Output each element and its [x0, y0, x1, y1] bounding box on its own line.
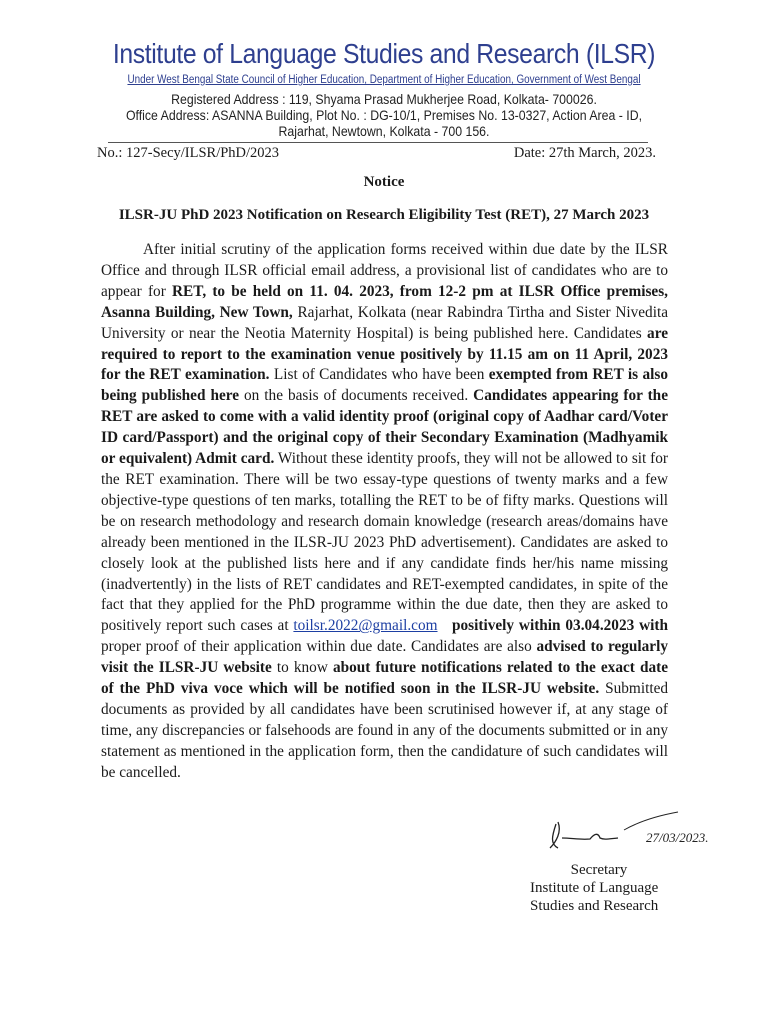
signature-stroke — [550, 822, 618, 848]
body-text: Without these identity proofs, they will not be allowed to sit for the RET examination. There will be two essay-type questions of twenty marks and a few objective-type questions of ten marks, totalling the RET to be of fifty marks. Questions will be on research methodology and research domain knowledge (research areas/domains have already been mentioned in the ILSR-JU 2023 PhD advertisement). Candidates are asked to closely look at the published lists here and if any candidate finds her/his name missing (inadvertently) in the lists of RET candidates and RET-exempted candidates, in spite of the fact that they applied for the PhD programme within the due date, then they are asked to positively report such cases at — [101, 450, 668, 635]
office-address-line1: Office Address: ASANNA Building, Plot No. : DG-10/1, Premises No. 13-0327, Action Area - ID, — [125, 107, 643, 123]
registered-address: Registered Address : 119, Shyama Prasad Mukherjee Road, Kolkata- 700026. — [171, 91, 597, 107]
body-text: on the basis of documents received. — [239, 387, 474, 405]
body-text: List of Candidates who have been — [269, 366, 489, 384]
reference-number: No.: 127-Secy/ILSR/PhD/2023 — [97, 145, 280, 161]
header-divider — [108, 142, 648, 143]
body-emphasis: Candidates appearing for the RET are asked to come with a valid identity proof (original copy of Aadhar card/Voter ID card/Passport) and the original copy of their Secondary Examination (Madhyamik or equivalent) Admit card. — [101, 387, 668, 468]
body-text: Submitted documents as provided by all candidates have been scrutinised however if, at any stage of time, any discrepancies or falsehoods are found in any of the documents submitted or in any statement as mentioned in the application form, then the candidature of such candidates will be cancelled. — [101, 680, 669, 781]
body-emphasis: positively within 03.04.2023 with — [452, 617, 668, 635]
handwritten-signature — [528, 808, 728, 858]
body-text: After initial scrutiny of the application forms received within due date by the ILSR Office and through ILSR official email address, a provisional list of candidates who are to appear for — [101, 241, 668, 300]
org-subtitle: Under West Bengal State Council of Higher Education, Department of Higher Education, Government of West Bengal — [127, 74, 641, 86]
signatory-org-line1: Institute of Language — [530, 880, 659, 896]
body-emphasis: exempted from RET is also being published here — [101, 366, 668, 405]
notice-body — [101, 240, 668, 784]
signatory-title: Secretary — [570, 862, 628, 878]
body-emphasis: advised to regularly visit the ILSR-JU website — [101, 638, 668, 677]
office-address-line2: Rajarhat, Newtown, Kolkata - 700 156. — [278, 123, 490, 139]
contact-email-link[interactable]: toilsr.2022@gmail.com — [293, 617, 438, 635]
notice-date: Date: 27th March, 2023. — [513, 145, 656, 161]
signature-flourish — [624, 812, 678, 830]
body-text: Rajarhat, Kolkata (near Rabindra Tirtha and Sister Nivedita University or near the Neotia Maternity Hospital) is being published here. Candidates — [101, 303, 668, 342]
body-emphasis: about future notifications related to the exact date of the PhD viva voce which will be notified soon in the ILSR-JU website. — [101, 659, 668, 698]
signature-date: 27/03/2023. — [646, 830, 709, 845]
org-title: Institute of Language Studies and Research (ILSR) — [112, 38, 656, 69]
body-text: proper proof of their application within due date. Candidates are also — [101, 638, 537, 656]
body-text: to know — [271, 659, 333, 677]
body-emphasis: are required to report to the examination venue positively by 11.15 am on 11 April, 2023 for the RET examination. — [101, 324, 668, 384]
notice-title: Notice — [363, 174, 405, 190]
body-emphasis: RET, to be held on 11. 04. 2023, from 12-2 pm at ILSR Office premises, Asanna Building, New Town, — [101, 282, 668, 321]
notice-subject: ILSR-JU PhD 2023 Notification on Research Eligibility Test (RET), 27 March 2023 — [118, 207, 650, 223]
signatory-org-line2: Studies and Research — [530, 898, 659, 914]
